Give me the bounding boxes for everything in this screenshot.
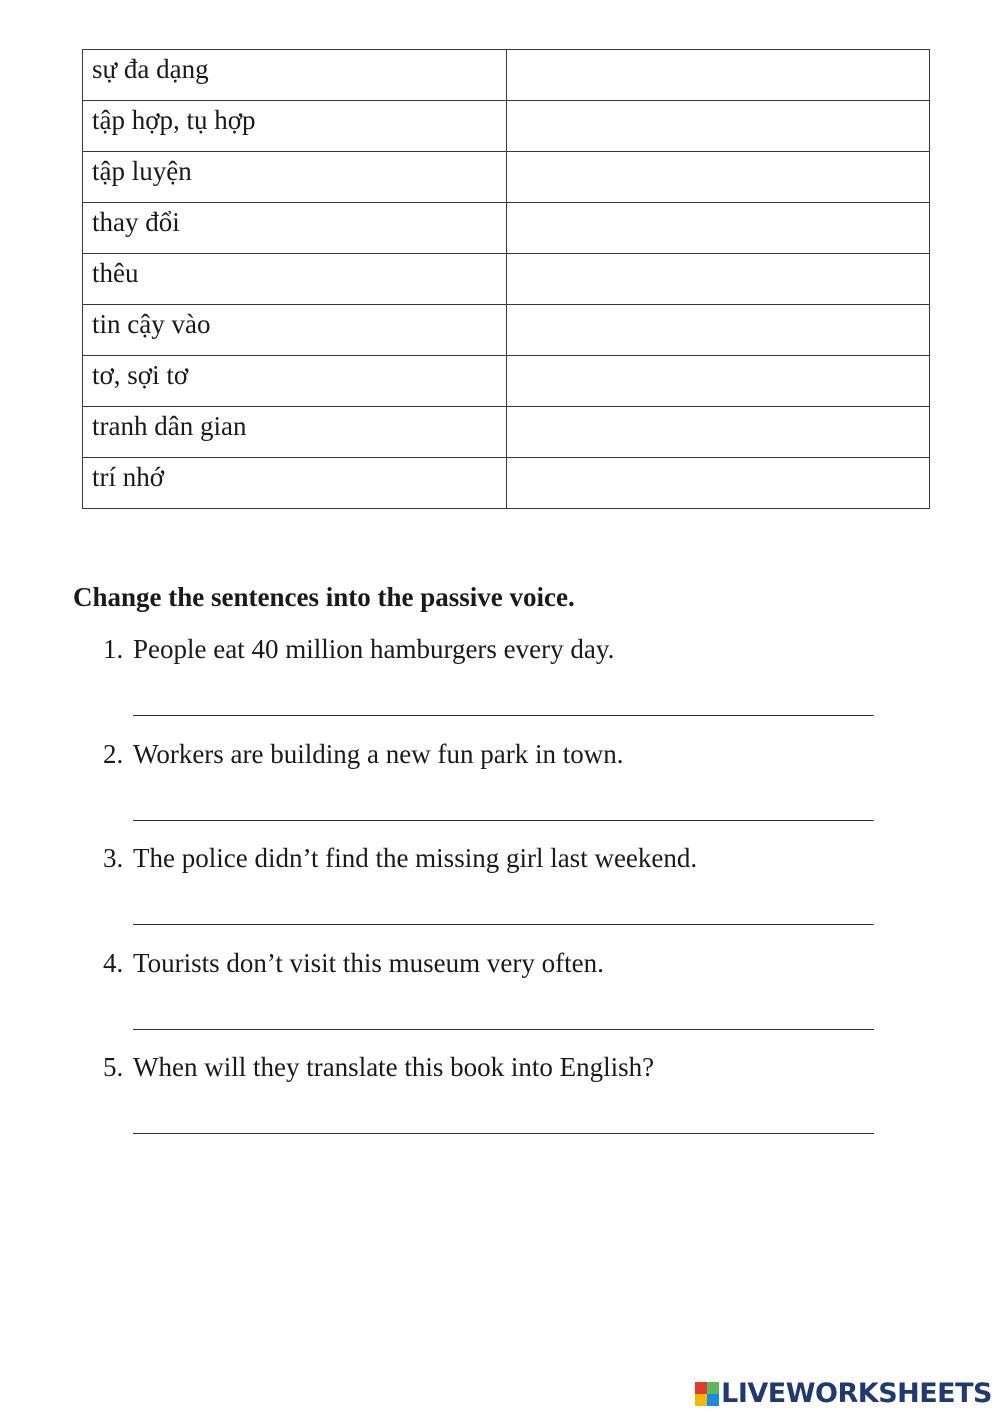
- answer-input-cell[interactable]: [507, 407, 930, 458]
- table-row: [83, 50, 930, 101]
- item-number: 1.: [103, 634, 124, 664]
- exercise-heading: Change the sentences into the passive voice.: [73, 582, 575, 612]
- table-row: [83, 356, 930, 407]
- item-number: 3.: [103, 843, 124, 873]
- logo-tile-blue: [707, 1394, 719, 1406]
- prompt-sentence: People eat 40 million hamburgers every day.: [133, 634, 615, 664]
- answer-input-cell[interactable]: [507, 305, 930, 356]
- answer-input-cell[interactable]: [507, 50, 930, 101]
- answer-line[interactable]: [133, 715, 874, 716]
- vietnamese-word-cell: tập luyện: [83, 152, 507, 203]
- vietnamese-word-cell: tin cậy vào: [83, 305, 507, 356]
- list-item: [0, 630, 1000, 735]
- answer-input-cell[interactable]: [507, 203, 930, 254]
- table-row: [83, 152, 930, 203]
- vietnamese-word-cell: thêu: [83, 254, 507, 305]
- prompt-sentence: Workers are building a new fun park in town.: [133, 738, 624, 769]
- item-number: 5.: [103, 1052, 124, 1082]
- item-number: 2.: [103, 738, 124, 769]
- prompt-sentence: The police didn’t find the missing girl last weekend.: [133, 843, 698, 873]
- answer-input-cell[interactable]: [507, 101, 930, 152]
- liveworksheets-logo: [695, 1380, 992, 1408]
- table-row: [83, 458, 930, 509]
- vietnamese-word-cell: tơ, sợi tơ: [83, 356, 507, 407]
- table-row: [83, 203, 930, 254]
- table-row: [83, 407, 930, 458]
- answer-line[interactable]: [133, 924, 874, 925]
- item-number: 4.: [103, 947, 124, 978]
- vocabulary-table-body: [83, 50, 930, 509]
- vietnamese-word-cell: tranh dân gian: [83, 407, 507, 458]
- vietnamese-word-cell: trí nhớ: [83, 458, 507, 509]
- logo-tile-green: [707, 1382, 719, 1394]
- answer-input-cell[interactable]: [507, 356, 930, 407]
- list-item: [0, 839, 1000, 944]
- answer-line[interactable]: [133, 820, 874, 821]
- answer-input-cell[interactable]: [507, 254, 930, 305]
- liveworksheets-logo-icon: [695, 1382, 719, 1406]
- answer-input-cell[interactable]: [507, 458, 930, 509]
- prompt-sentence: When will they translate this book into English?: [133, 1052, 655, 1082]
- answer-line[interactable]: [133, 1133, 874, 1134]
- list-item: [0, 1048, 1000, 1153]
- vocabulary-table: [82, 49, 930, 509]
- table-row: [83, 254, 930, 305]
- logo-tile-yellow: [695, 1394, 707, 1406]
- answer-line[interactable]: [133, 1029, 874, 1030]
- exercise-list: [0, 630, 1000, 1153]
- list-item: [0, 735, 1000, 840]
- logo-wordmark: LIVEWORKSHEETS: [721, 1378, 992, 1409]
- vietnamese-word-cell: tập hợp, tụ hợp: [83, 101, 507, 152]
- vietnamese-word-cell: thay đổi: [83, 203, 507, 254]
- table-row: [83, 305, 930, 356]
- prompt-sentence: Tourists don’t visit this museum very often.: [133, 947, 604, 978]
- table-row: [83, 101, 930, 152]
- vietnamese-word-cell: sự đa dạng: [83, 50, 507, 101]
- list-item: [0, 944, 1000, 1049]
- answer-input-cell[interactable]: [507, 152, 930, 203]
- logo-tile-red: [695, 1382, 707, 1394]
